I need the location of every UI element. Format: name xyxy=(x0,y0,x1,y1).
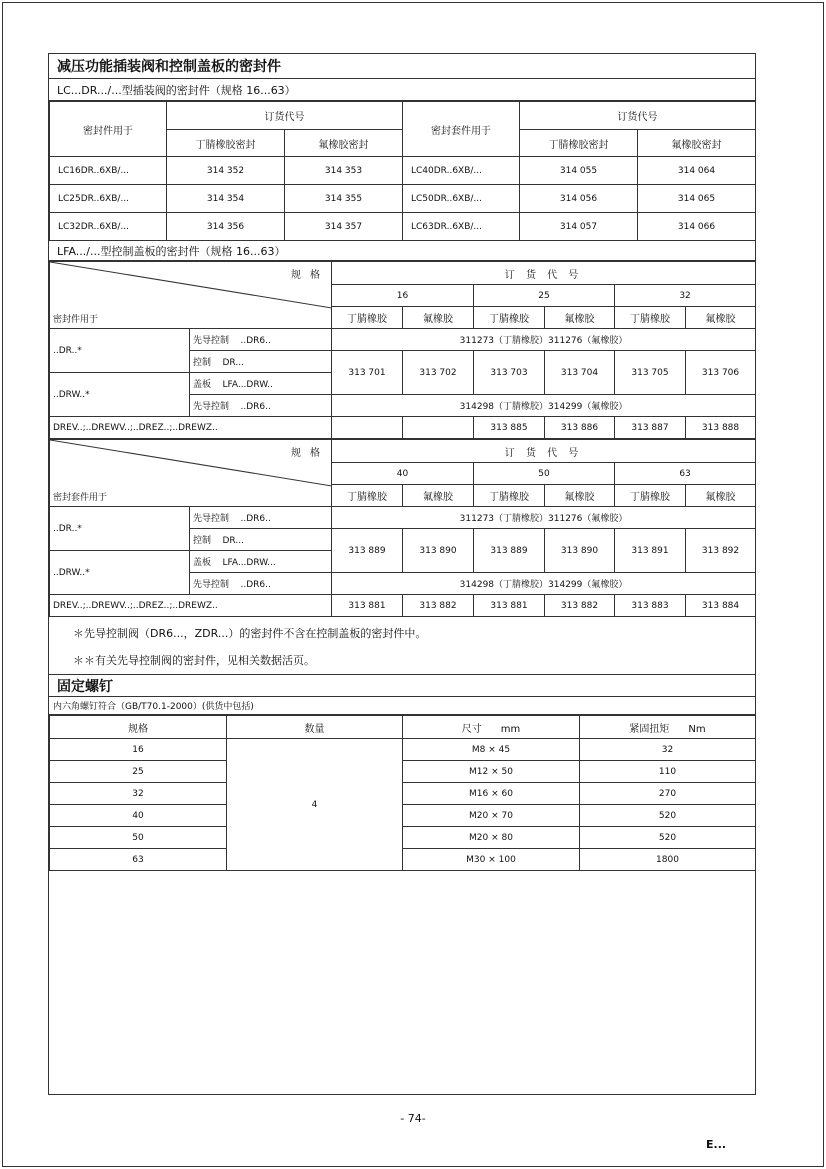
header-order-code: 订货代号 xyxy=(520,102,756,130)
dr6-label: ..DR6.. xyxy=(240,402,271,412)
nbr-header: 丁腈橡胶 xyxy=(474,307,545,329)
order-code: 313 890 xyxy=(545,529,615,573)
size-50: 50 xyxy=(474,463,615,485)
table-row xyxy=(50,185,756,213)
size-40: 40 xyxy=(332,463,474,485)
torque-label: 紧固扭矩 xyxy=(629,723,670,735)
screw-dimension: M20 × 70 xyxy=(403,805,580,827)
screws-table xyxy=(49,715,756,871)
order-code: 313 705 xyxy=(615,351,686,395)
fkm-header: 氟橡胶 xyxy=(686,485,756,507)
screw-size: 25 xyxy=(50,761,227,783)
header-quantity: 数量 xyxy=(227,716,403,739)
screw-torque: 520 xyxy=(580,805,756,827)
pilot-label: 先导控制 xyxy=(193,580,230,590)
screw-dimension: M16 × 60 xyxy=(403,783,580,805)
dr6-label: ..DR6.. xyxy=(240,336,271,346)
section-subtitle: LC...DR.../...型插装阀的密封件（规格 16...63） xyxy=(49,79,755,101)
pilot-codes: 314298（丁腈橡胶）314299（氟橡胶） xyxy=(332,395,756,417)
screw-quantity: 4 xyxy=(227,739,403,871)
header-fkm-seal: 氟橡胶密封 xyxy=(638,130,756,157)
order-code: 313 704 xyxy=(545,351,615,395)
order-code: 314 356 xyxy=(167,213,285,241)
order-code: 314 057 xyxy=(520,213,638,241)
lfa-label: LFA...DRW... xyxy=(222,558,276,568)
screw-torque: 520 xyxy=(580,827,756,849)
header-order-code: 订货代号 xyxy=(167,102,403,130)
order-code xyxy=(403,417,474,439)
pilot-label: 先导控制 xyxy=(193,336,230,346)
screw-torque: 110 xyxy=(580,761,756,783)
order-code: 314 056 xyxy=(520,185,638,213)
order-code: 314 353 xyxy=(285,157,403,185)
table-row xyxy=(50,213,756,241)
fkm-header: 氟橡胶 xyxy=(545,307,615,329)
header-size: 规格 xyxy=(50,716,227,739)
size-25: 25 xyxy=(474,285,615,307)
dr6-label: ..DR6.. xyxy=(240,580,271,590)
cover-label: 盖板 xyxy=(193,558,212,568)
valve-type: LC50DR..6XB/... xyxy=(403,185,520,213)
order-code: 314 354 xyxy=(167,185,285,213)
table-row xyxy=(50,739,756,761)
pilot-label: 先导控制 xyxy=(193,402,230,412)
cover-cell xyxy=(190,551,332,573)
cartridge-seal-table xyxy=(49,101,756,241)
size-32: 32 xyxy=(615,285,756,307)
order-code: 313 706 xyxy=(686,351,756,395)
table-row xyxy=(50,849,756,871)
size-label: 规 格 xyxy=(290,448,323,459)
fkm-header: 氟橡胶 xyxy=(403,485,474,507)
screw-torque: 270 xyxy=(580,783,756,805)
nbr-header: 丁腈橡胶 xyxy=(474,485,545,507)
table-row xyxy=(50,783,756,805)
order-code: 314 355 xyxy=(285,185,403,213)
order-code: 314 066 xyxy=(638,213,756,241)
dr6-label: ..DR6.. xyxy=(240,514,271,524)
control-label: 控制 xyxy=(193,358,212,368)
order-code: 314 055 xyxy=(520,157,638,185)
valve-type: LC63DR..6XB/... xyxy=(403,213,520,241)
fkm-header: 氟橡胶 xyxy=(686,307,756,329)
section-title: 减压功能插装阀和控制盖板的密封件 xyxy=(49,54,755,79)
valve-type: LC40DR..6XB/... xyxy=(403,157,520,185)
order-code: 313 889 xyxy=(474,529,545,573)
order-code: 313 890 xyxy=(403,529,474,573)
drw-type: ..DRW..* xyxy=(50,551,190,595)
control-cell xyxy=(190,351,332,373)
screw-size: 32 xyxy=(50,783,227,805)
order-code: 313 888 xyxy=(686,417,756,439)
order-code: 313 703 xyxy=(474,351,545,395)
cover-label: 盖板 xyxy=(193,380,212,390)
order-code: 314 352 xyxy=(167,157,285,185)
nbr-header: 丁腈橡胶 xyxy=(332,307,403,329)
drw-type: ..DRW..* xyxy=(50,373,190,417)
drev-types: DREV..;..DREWV..;..DREZ..;..DREWZ.. xyxy=(50,595,332,617)
screw-dimension: M8 × 45 xyxy=(403,739,580,761)
order-code: 313 702 xyxy=(403,351,474,395)
order-code: 313 883 xyxy=(615,595,686,617)
order-code: 313 701 xyxy=(332,351,403,395)
nbr-header: 丁腈橡胶 xyxy=(615,485,686,507)
screw-torque: 32 xyxy=(580,739,756,761)
order-code-header: 订 货 代 号 xyxy=(332,262,756,285)
header-torque xyxy=(580,716,756,739)
order-code: 314 065 xyxy=(638,185,756,213)
diagonal-header xyxy=(50,262,332,329)
order-code: 313 887 xyxy=(615,417,686,439)
fkm-header: 氟橡胶 xyxy=(403,307,474,329)
order-code: 313 882 xyxy=(403,595,474,617)
size-63: 63 xyxy=(615,463,756,485)
header-dimension xyxy=(403,716,580,739)
dr-dots: DR... xyxy=(222,536,244,546)
header-nbr-seal: 丁腈橡胶密封 xyxy=(167,130,285,157)
nbr-header: 丁腈橡胶 xyxy=(332,485,403,507)
header-nbr-seal: 丁腈橡胶密封 xyxy=(520,130,638,157)
corner-mark: E... xyxy=(706,1138,727,1151)
pilot-codes: 311273（丁腈橡胶）311276（氟橡胶） xyxy=(332,329,756,351)
order-code: 314 357 xyxy=(285,213,403,241)
note-2: ＊＊有关先导控制阀的密封件，见相关数据活页。 xyxy=(73,654,315,667)
pilot-control-cell xyxy=(190,329,332,351)
order-code: 313 881 xyxy=(474,595,545,617)
pilot-control-cell xyxy=(190,507,332,529)
header-seal-for: 密封件用于 xyxy=(50,102,167,157)
seal-for-label: 密封件用于 xyxy=(53,315,99,325)
page-number: - 74- xyxy=(400,1112,426,1125)
pilot-label: 先导控制 xyxy=(193,514,230,524)
order-code: 313 891 xyxy=(615,529,686,573)
screw-size: 40 xyxy=(50,805,227,827)
order-code: 313 886 xyxy=(545,417,615,439)
order-code-header: 订 货 代 号 xyxy=(332,440,756,463)
control-label: 控制 xyxy=(193,536,212,546)
table-row xyxy=(50,761,756,783)
screw-torque: 1800 xyxy=(580,849,756,871)
valve-type: LC25DR..6XB/... xyxy=(50,185,167,213)
notes-block xyxy=(49,617,755,675)
cover-seal-subtitle: LFA.../...型控制盖板的密封件（规格 16...63） xyxy=(49,241,755,261)
order-code: 313 884 xyxy=(686,595,756,617)
order-code: 313 882 xyxy=(545,595,615,617)
screw-dimension: M20 × 80 xyxy=(403,827,580,849)
cover-seal-table-40-63 xyxy=(49,439,756,617)
header-fkm-seal: 氟橡胶密封 xyxy=(285,130,403,157)
dr-dots: DR... xyxy=(222,358,244,368)
pilot-control-cell xyxy=(190,395,332,417)
valve-type: LC16DR..6XB/... xyxy=(50,157,167,185)
table-row xyxy=(50,827,756,849)
nbr-header: 丁腈橡胶 xyxy=(615,307,686,329)
control-cell xyxy=(190,529,332,551)
order-code: 314 064 xyxy=(638,157,756,185)
order-code: 313 889 xyxy=(332,529,403,573)
size-label: 规 格 xyxy=(290,270,323,281)
order-code: 313 892 xyxy=(686,529,756,573)
screw-size: 63 xyxy=(50,849,227,871)
screws-title: 固定螺钉 xyxy=(49,675,755,697)
document-frame xyxy=(48,53,756,1095)
diagonal-header xyxy=(50,440,332,507)
cover-seal-table-16-32 xyxy=(49,261,756,439)
header-kit-for: 密封套件用于 xyxy=(403,102,520,157)
pilot-codes: 314298（丁腈橡胶）314299（氟橡胶） xyxy=(332,573,756,595)
dimension-label: 尺寸 xyxy=(461,723,482,735)
kit-for-label: 密封套件用于 xyxy=(53,493,108,503)
pilot-control-cell xyxy=(190,573,332,595)
lfa-label: LFA...DRW.. xyxy=(222,380,273,390)
dr-type: ..DR..* xyxy=(50,507,190,551)
valve-type: LC32DR..6XB/... xyxy=(50,213,167,241)
screw-size: 50 xyxy=(50,827,227,849)
screw-size: 16 xyxy=(50,739,227,761)
note-1: ＊先导控制阀（DR6...，ZDR...）的密封件不含在控制盖板的密封件中。 xyxy=(73,627,427,640)
torque-unit: Nm xyxy=(688,723,706,735)
order-code: 313 881 xyxy=(332,595,403,617)
dimension-unit: mm xyxy=(500,723,521,735)
screw-dimension: M12 × 50 xyxy=(403,761,580,783)
drev-types: DREV..;..DREWV..;..DREZ..;..DREWZ.. xyxy=(50,417,332,439)
cover-cell xyxy=(190,373,332,395)
table-row xyxy=(50,805,756,827)
pilot-codes: 311273（丁腈橡胶）311276（氟橡胶） xyxy=(332,507,756,529)
screw-dimension: M30 × 100 xyxy=(403,849,580,871)
order-code xyxy=(332,417,403,439)
table-row xyxy=(50,157,756,185)
order-code: 313 885 xyxy=(474,417,545,439)
fkm-header: 氟橡胶 xyxy=(545,485,615,507)
size-16: 16 xyxy=(332,285,474,307)
screws-subtitle: 内六角螺钉符合（GB/T70.1-2000）(供货中包括) xyxy=(49,697,755,715)
dr-type: ..DR..* xyxy=(50,329,190,373)
